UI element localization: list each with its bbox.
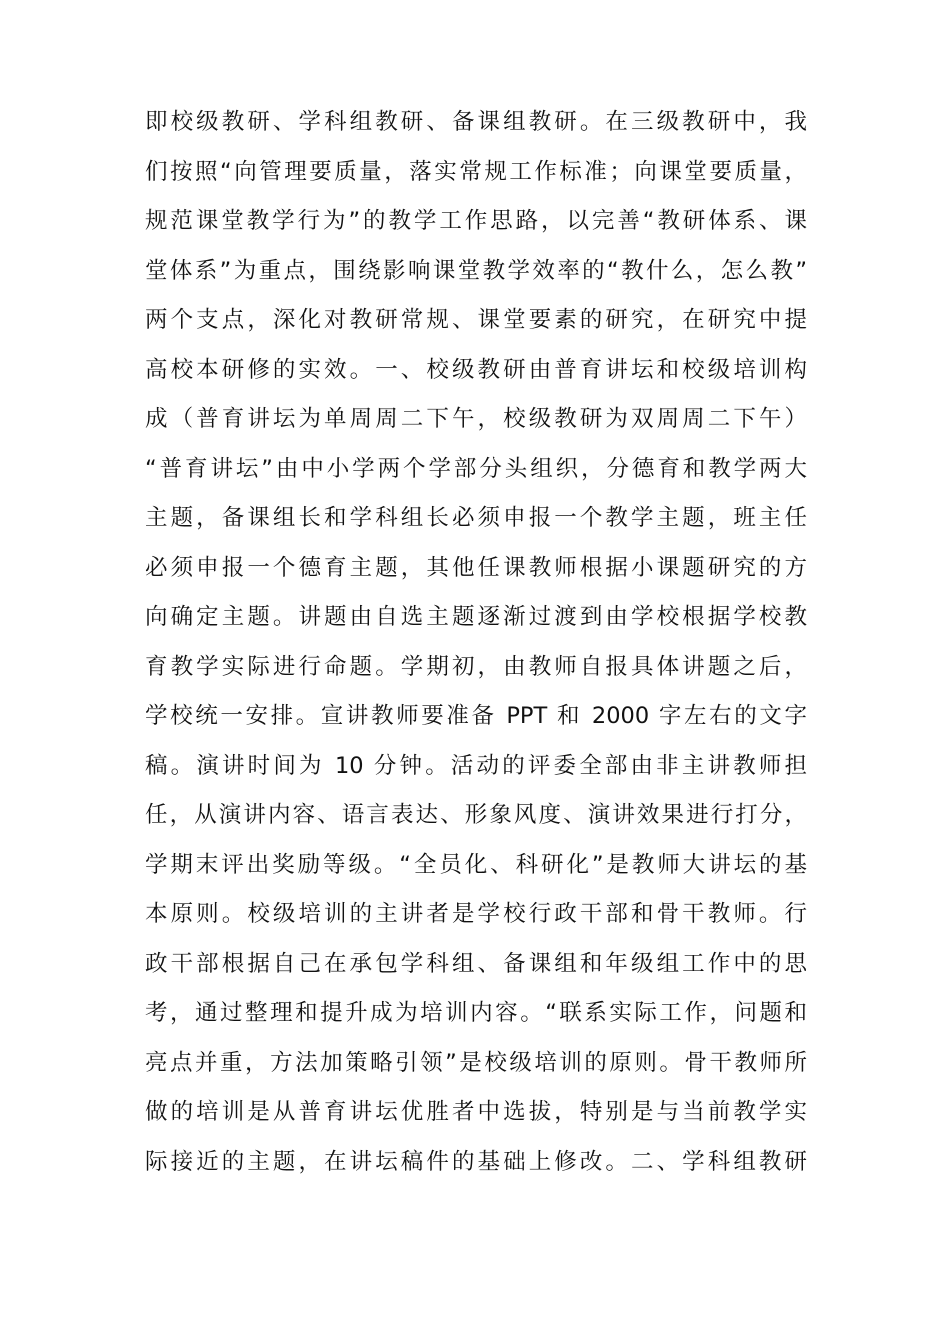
text-line: 学期末评出奖励等级。“全员化、科研化”是教师大讲坛的基 — [145, 851, 807, 878]
body-text — [145, 98, 807, 1187]
text-line: 做的培训是从普育讲坛优胜者中选拔，特别是与当前教学实 — [145, 1099, 807, 1125]
text-line: 考，通过整理和提升成为培训内容。“联系实际工作，问题和 — [145, 1000, 807, 1026]
text-line: 即校级教研、学科组教研、备课组教研。在三级教研中，我 — [145, 109, 807, 135]
text-line: 们按照“向管理要质量，落实常规工作标准；向课堂要质量， — [145, 158, 807, 185]
text-line: 主题，备课组长和学科组长必须申报一个教学主题，班主任 — [145, 505, 807, 531]
text-line: 规范课堂教学行为”的教学工作思路，以完善“教研体系、课 — [145, 208, 807, 234]
text-line: 际接近的主题，在讲坛稿件的基础上修改。二、学科组教研 — [145, 1148, 807, 1175]
text-line: “普育讲坛”由中小学两个学部分头组织，分德育和教学两大 — [145, 455, 807, 482]
text-line: 两个支点，深化对教研常规、课堂要素的研究，在研究中提 — [145, 307, 807, 333]
text-line: 堂体系”为重点，围绕影响课堂教学效率的“教什么，怎么教” — [145, 257, 807, 284]
text-line: 亮点并重，方法加策略引领”是校级培训的原则。骨干教师所 — [145, 1049, 807, 1076]
text-line: 育教学实际进行命题。学期初，由教师自报具体讲题之后， — [145, 653, 807, 680]
text-line: 任，从演讲内容、语言表达、形象风度、演讲效果进行打分， — [145, 802, 807, 828]
text-line: 政干部根据自己在承包学科组、备课组和年级组工作中的思 — [145, 950, 807, 977]
text-line: 成（普育讲坛为单周周二下午，校级教研为双周周二下午） — [145, 406, 807, 432]
text-line: 向确定主题。讲题由自选主题逐渐过渡到由学校根据学校教 — [145, 604, 807, 630]
text-line: 稿。演讲时间为 10 分钟。活动的评委全部由非主讲教师担 — [145, 752, 807, 779]
text-line: 本原则。校级培训的主讲者是学校行政干部和骨干教师。行 — [145, 901, 807, 927]
text-line: 高校本研修的实效。一、校级教研由普育讲坛和校级培训构 — [145, 356, 807, 383]
text-line: 必须申报一个德育主题，其他任课教师根据小课题研究的方 — [145, 554, 807, 581]
text-line: 学校统一安排。宣讲教师要准备 PPT 和 2000 字左右的文字 — [145, 703, 807, 729]
